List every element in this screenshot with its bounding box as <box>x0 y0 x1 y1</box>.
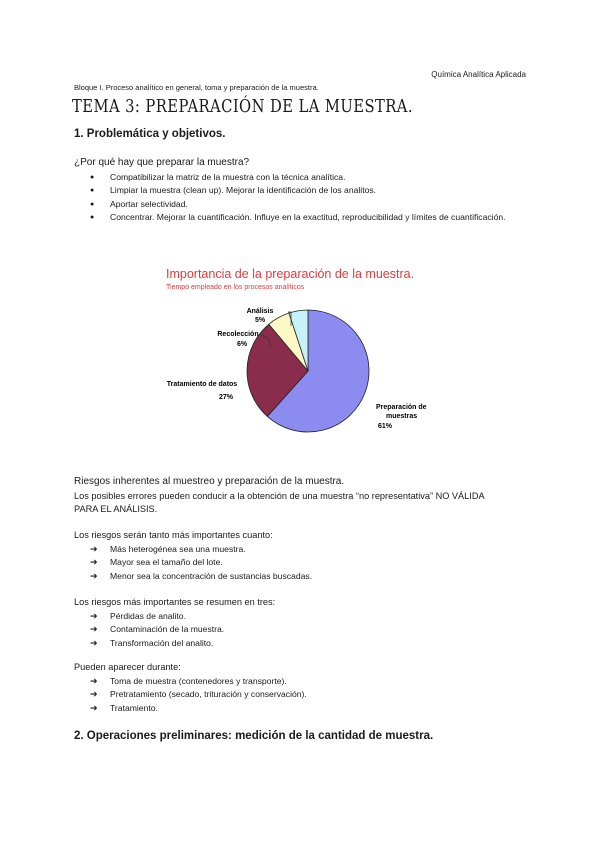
list-item: ● Limpiar la muestra (clean up). Mejorar la identificación de los analitos. <box>74 184 514 197</box>
chart-title: Importancia de la preparación de la muestra. <box>166 267 415 281</box>
list-item: ● Concentrar. Mejorar la cuantificación. Influye en la exactitud, reproducibilidad y límites de cuantificación. <box>74 211 514 224</box>
list-item: ➔ Pérdidas de analito. <box>74 610 224 623</box>
list-item: ● Compatibilizar la matriz de la muestra con la técnica analítica. <box>74 171 514 184</box>
main-risks-intro: Los riesgos más importantes se resumen en tres: <box>74 597 276 607</box>
list-item: ➔ Toma de muestra (contenedores y transporte). <box>74 675 307 688</box>
section-1-heading: 1. Problemática y objetivos. <box>74 128 226 140</box>
list-item: ➔ Transformación del analito. <box>74 637 224 650</box>
pie-chart <box>150 262 450 462</box>
main-risks-list <box>74 610 224 650</box>
list-item: ➔ Mayor sea el tamaño del lote. <box>74 556 312 569</box>
right-arrow-icon: ➔ <box>90 676 98 686</box>
list-item: ● Aportar selectividad. <box>74 198 514 211</box>
risks-heading: Riesgos inherentes al muestreo y preparación de la muestra. <box>74 476 345 487</box>
pie-slices <box>247 310 369 432</box>
slice-label-tratamiento: Tratamiento de datos <box>166 381 238 388</box>
slice-label-recoleccion: Recolección <box>217 331 259 338</box>
subject-header: Química Analítica Aplicada <box>431 70 526 79</box>
section-2-heading: 2. Operaciones preliminares: medición de la cantidad de muestra. <box>74 730 434 742</box>
right-arrow-icon: ➔ <box>90 624 98 635</box>
list-item: ➔ Tratamiento. <box>74 702 307 715</box>
importance-intro: Los riesgos serán tanto más importantes cuanto: <box>74 530 273 540</box>
slice-value-recoleccion: 6% <box>236 341 248 348</box>
risks-intro-line1: Los posibles errores pueden conducir a la obtención de una muestra “no representativa” NO VÁLIDA <box>74 491 485 501</box>
chart-subtitle: Tiempo empleado en los procesos analíticos <box>166 284 305 291</box>
page-title: TEMA 3: PREPARACIÓN DE LA MUESTRA. <box>72 96 413 117</box>
slice-value-preparacion: 61% <box>378 423 393 430</box>
slice-value-tratamiento: 27% <box>218 394 234 401</box>
risks-intro-line2: PARA EL ANÁLISIS. <box>74 504 158 514</box>
slice-value-analisis: 5% <box>254 317 266 324</box>
list-item: ➔ Menor sea la concentración de sustancias buscadas. <box>74 570 312 583</box>
during-list <box>74 675 307 715</box>
right-arrow-icon: ➔ <box>90 611 98 621</box>
question-text: ¿Por qué hay que preparar la muestra? <box>74 157 250 168</box>
slice-label-analisis: Análisis <box>246 308 274 315</box>
right-arrow-icon: ➔ <box>90 702 98 713</box>
list-item: ➔ Contaminación de la muestra. <box>74 623 224 636</box>
right-arrow-icon: ➔ <box>90 570 98 581</box>
right-arrow-icon: ➔ <box>90 689 98 700</box>
slice-label-preparacion-2: muestras <box>386 413 418 420</box>
right-arrow-icon: ➔ <box>90 637 98 648</box>
right-arrow-icon: ➔ <box>90 557 98 568</box>
importance-list <box>74 543 312 583</box>
objectives-list <box>74 171 514 225</box>
list-item: ➔ Pretratamiento (secado, trituración y conservación). <box>74 688 307 701</box>
block-header: Bloque I. Proceso analítico en general, toma y preparación de la muestra. <box>74 83 319 92</box>
slice-label-preparacion-1: Preparación de <box>376 404 427 411</box>
list-item: ➔ Más heterogénea sea una muestra. <box>74 543 312 556</box>
during-intro: Pueden aparecer durante: <box>74 662 181 672</box>
right-arrow-icon: ➔ <box>90 544 98 554</box>
